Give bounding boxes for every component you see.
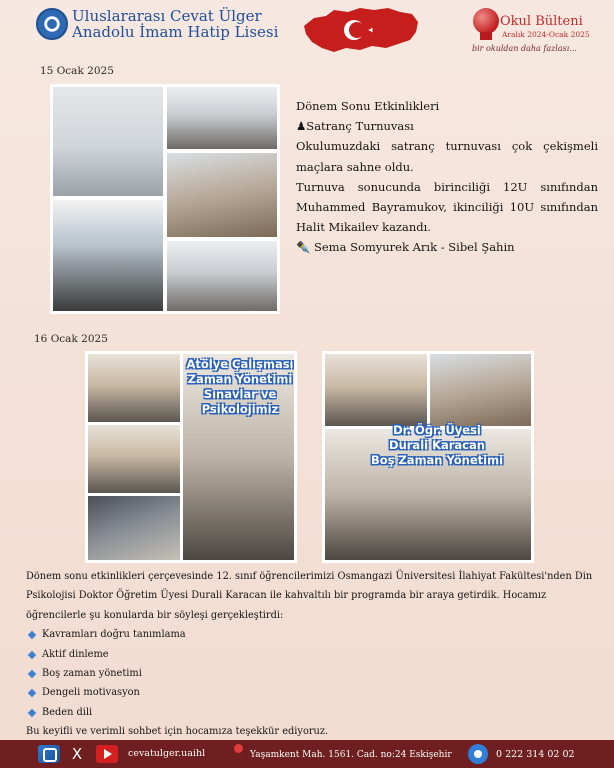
bulletin-date: Aralık 2024-Ocak 2025 [502,30,590,39]
speaker-title-overlay [362,423,512,468]
bulletin-stand-icon [480,32,492,40]
topic-item: Beden dili [26,703,598,722]
bulletin-slogan: bir okuldan daha fazlası... [472,44,577,53]
chess-photo-collage [50,84,280,314]
section1-article [296,96,598,258]
chess-group-photo [167,87,277,149]
workshop-photo-1 [88,354,180,422]
section1-paragraph2: Turnuva sonucunda birinciliği 12U sınıfından Muhammed Bayramukov, ikinciliği 10U sınıfından Halit Mikailev kazandı. [296,179,598,235]
section2-closing: Bu keyifli ve verimli sohbet için hocamıza teşekkür ediyoruz. [26,726,329,738]
overlay-left-line1: Atölye Çalışması [186,357,294,371]
chess-room-photo [53,87,163,196]
workshop-photo-collage-left [85,351,297,563]
phone-icon [468,744,488,764]
section1-date: 15 Ocak 2025 [40,65,114,77]
breakfast-photo-1 [325,354,427,426]
chess-tables-photo [167,241,277,311]
header [0,0,614,62]
chess-pieces-photo [53,200,163,311]
instagram-icon[interactable] [38,745,60,763]
section1-heading: Dönem Sonu Etkinlikleri [296,99,440,113]
topic-item: Kavramları doğru tanımlama [26,625,598,644]
school-phone[interactable]: 0 222 314 02 02 [496,749,575,760]
overlay-left-line2: Zaman Yönetimi [187,372,293,386]
school-name-line1: Uluslararası Cevat Ülger [72,7,262,25]
school-name-line2: Anadolu İmam Hatip Lisesi [72,23,279,41]
workshop-title-overlay [179,357,301,417]
topic-item: Dengeli motivasyon [26,683,598,702]
workshop-photo-3 [88,496,180,560]
chess-match-photo [167,153,277,237]
section1-authors: ✒️ Sema Somyurek Arık - Sibel Şahin [296,240,515,255]
section1-subheading: ♟Satranç Turnuvası [296,119,414,134]
topic-item: Aktif dinleme [26,645,598,664]
workshop-photo-2 [88,425,180,493]
x-twitter-icon[interactable]: X [71,745,83,763]
section2-intro: Dönem sonu etkinlikleri çerçevesinde 12. sınıf öğrencilerimizi Osmangazi Üniversitesi İlahiyat Fakültesi'nden Din Psikolojisi Doktor Öğretim Üyesi Durali Karacan ile kahvaltılı bir programda bir araya getirdik. Hocamız öğrencilerle şu konularda bir söyleşi gerçekleştirdi: [26,571,593,621]
school-name [72,8,278,40]
section2-date: 16 Ocak 2025 [34,333,108,345]
workshop-photo-collage-right [322,351,534,563]
social-handle[interactable]: cevatulger.uaihl [128,748,206,759]
overlay-left-line3: Sınavlar ve Psikolojimiz [201,387,279,416]
section1-paragraph1: Okulumuzdaki satranç turnuvası çok çekişmeli maçlara sahne oldu. [296,139,598,174]
section2-article [26,567,598,742]
overlay-right-line2: Durali Karacan [389,438,485,452]
topic-item: Boş zaman yönetimi [26,664,598,683]
bulletin-title: Okul Bülteni [500,14,583,29]
school-address: Yaşamkent Mah. 1561. Cad. no:24 Eskişehir [250,750,452,760]
overlay-right-line3: Boş Zaman Yönetimi [370,453,504,467]
location-pin-icon [234,744,243,753]
breakfast-photo-2 [430,354,531,426]
overlay-right-line1: Dr. Öğr. Üyesi [393,423,481,437]
turkey-flag-map-icon [300,4,422,56]
bulletin-ball-icon [473,8,499,34]
footer [0,740,614,768]
school-logo-icon [36,8,68,40]
youtube-icon[interactable] [96,745,118,763]
